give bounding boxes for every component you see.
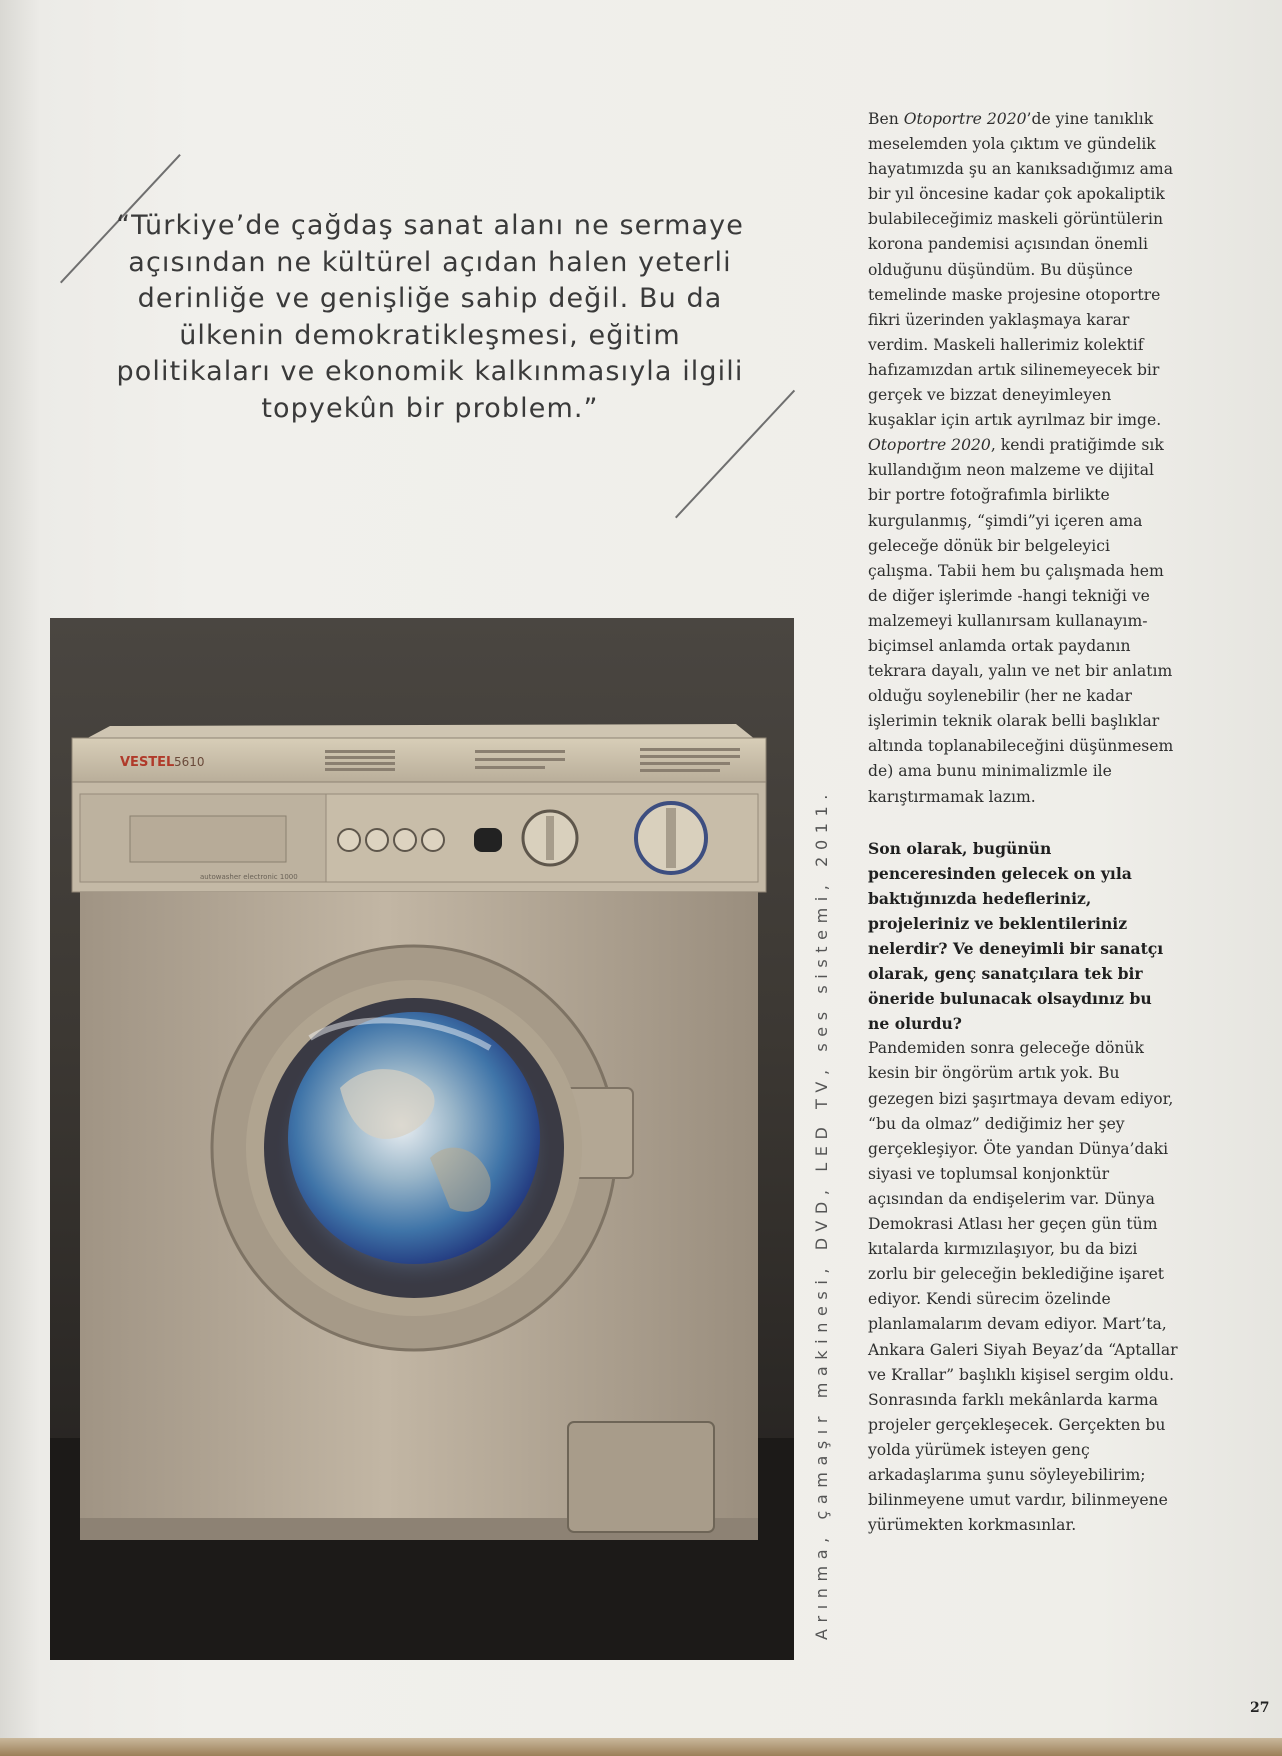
page-bottom-edge (0, 1738, 1282, 1756)
artwork-title: Otoportre 2020 (868, 436, 991, 455)
body-text: , kendi pratiğimde sık kullandığım neon malzeme ve dijital bir portre fotoğrafımla birlikte kurgulanmış, “şimdi”yi içeren ama geleceğe dönük bir belgeleyici çalışma. Tabii hem bu çalışmada hem de diğer işlerimde -hangi tekniği ve malzemeyi kullanırsam kullanayım- biçimsel anlamda ortak paydanın tekrara dayalı, yalın ve net bir anlatım olduğu soylenebilir (her ne kadar işlerimin teknik olarak belli başlıklar altında toplanabileceğini düşünmesem de) ama bunu minimalizmle ile karıştırmamak lazım. (868, 436, 1174, 806)
body-paragraph (868, 107, 1178, 810)
interview-answer: Pandemiden sonra geleceğe dönük kesin bir öngörüm artık yok. Bu gezegen bizi şaşırtmaya devam ediyor, “bu da olmaz” dediğimiz her şey gerçekleşiyor. Öte yandan Dünya’daki siyasi ve toplumsal konjonktür açısından da endişelerim var. Dünya Demokrasi Atlası her geçen gün tüm kıtalarda kırmızılaşıyor, bu da bizi zorlu bir geleceğin beklediğine işaret ediyor. Kendi sürecim özelinde planlamalarım devam ediyor. Mart’ta, Ankara Galeri Siyah Beyaz’da “Aptallar ve Krallar” başlıklı kişisel sergim oldu. Sonrasında farklı mekânlarda karma projeler gerçekleşecek. Gerçekten bu yolda yürümek isteyen genç arkadaşlarıma şunu söyleyebilirim; bilinmeyene umut vardır, bilinmeyene yürümekten korkmasınlar. (868, 1039, 1178, 1535)
artwork-photo (50, 618, 794, 1660)
article-column (868, 107, 1178, 1538)
body-text: ’de yine tanıklık meselemden yola çıktım ve gündelik hayatımızda şu an kanıksadığımız ama bir yıl öncesine kadar çok apokaliptik bulabileceğimiz maskeli görüntülerin korona pandemisi açısından önemli olduğunu düşündüm. Bu düşünce temelinde maske projesine otoportre fikri üzerinden yaklaşmaya karar verdim. Maskeli hallerimiz kolektif hafızamızdan artık silinemeyecek bir gerçek ve bizzat deneyimleyen kuşaklar için artık ayrılmaz bir imge. (868, 110, 1174, 430)
photo-caption: Arınma, çamaşır makinesi, DVD, LED TV, ses sistemi, 2011. (812, 788, 831, 1640)
pull-quote: “Türkiye’de çağdaş sanat alanı ne sermaye açısından ne kültürel açıdan halen yeterli derinliğe ve genişliğe sahip değil. Bu da ülkenin demokratikleşmesi, eğitim politikaları ve ekonomik kalkınmasıyla ilgili topyekûn bir problem.” (116, 210, 744, 424)
page-number: 27 (1250, 1700, 1270, 1716)
artwork-title: Otoportre 2020 (903, 110, 1027, 128)
body-text: Ben (868, 110, 904, 128)
interview-question: Son olarak, bugünün penceresinden gelecek on yıla baktığınızda hedefleriniz, projeleriniz ve beklentileriniz nelerdir? Ve deneyimli bir sanatçı olarak, genç sanatçılara tek bir öneride bulunacak olsaydınız bu ne olurdu? (868, 838, 1164, 1034)
model-label: 5610 (174, 755, 205, 769)
brand-label: VESTEL (120, 755, 175, 770)
model-sublabel: autowasher electronic 1000 (200, 873, 298, 881)
